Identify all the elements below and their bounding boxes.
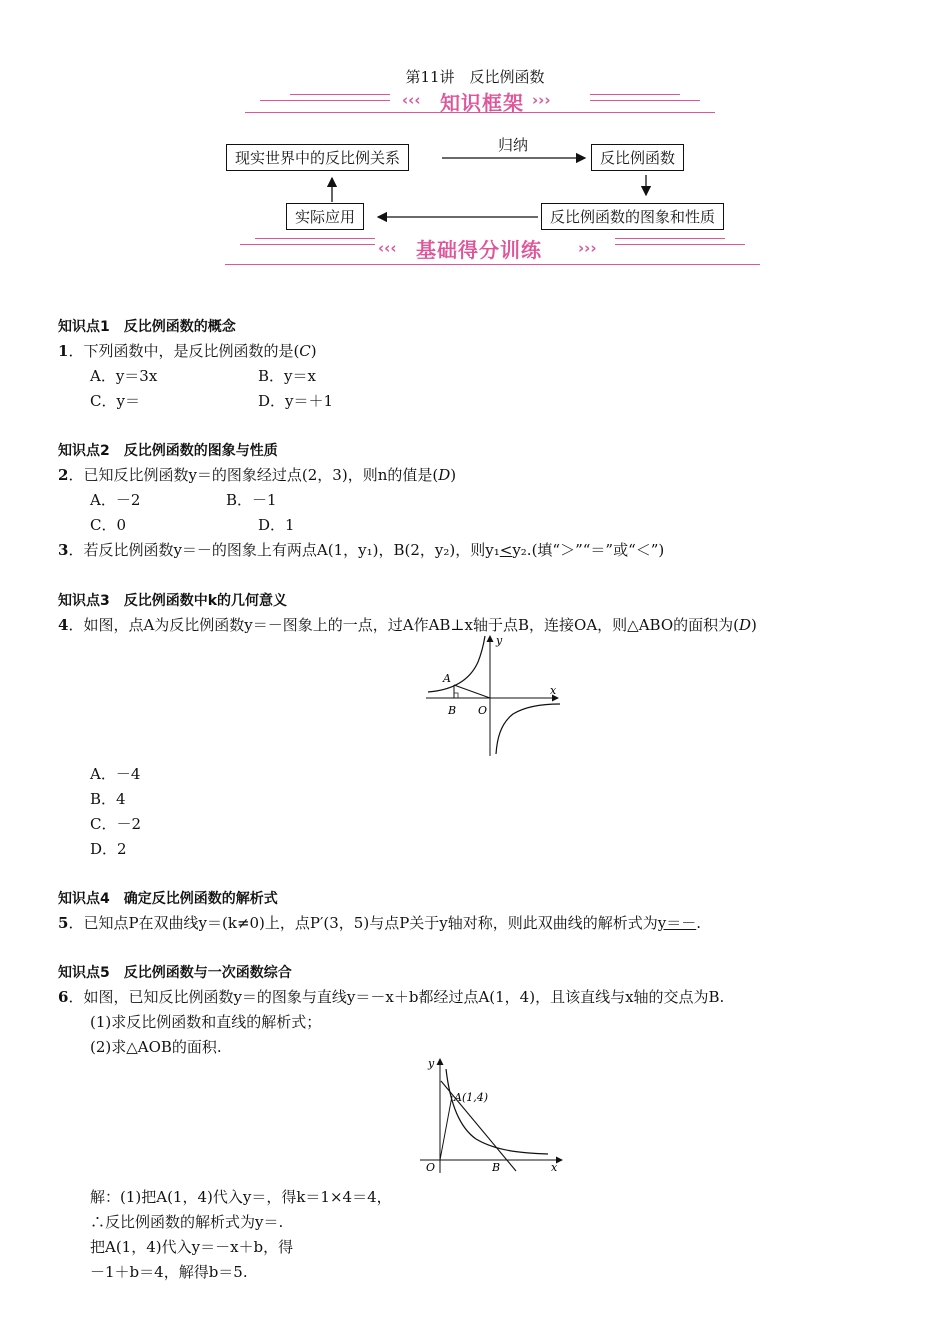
question-3: 3．若反比例函数y＝－的图象上有两点A(1，y₁)，B(2，y₂)，则y₁<y₂.(填“＞”“＝”或“＜”): [58, 541, 665, 559]
solution-line: 解：(1)把A(1，4)代入y＝，得k＝1×4＝4，: [90, 1188, 392, 1206]
chevron-right-icon: ›››: [578, 239, 597, 257]
box-application: 实际应用: [286, 203, 364, 230]
point-label-a: A(1,4): [454, 1091, 489, 1104]
chevron-right-icon: ›››: [532, 91, 551, 109]
section-heading: 知识点3 反比例函数中k的几何意义: [58, 593, 288, 609]
figure-line-hyperbola-q6: [416, 1055, 566, 1177]
banner-title: 基础得分训练: [416, 238, 542, 262]
axis-label-x: x: [550, 684, 557, 697]
point-label-a: A: [443, 672, 451, 685]
option-a: A．y＝3x: [90, 367, 158, 385]
option-b: B．y＝x: [258, 367, 316, 385]
point-label-b: B: [492, 1161, 501, 1174]
solution-line: 把A(1，4)代入y＝－x＋b，得: [90, 1238, 294, 1256]
lecture-title: 第11讲 反比例函数: [405, 68, 545, 86]
question-4: 4．如图，点A为反比例函数y＝－图象上的一点，过A作AB⊥x轴于点B，连接OA，则△ABO的面积为(D): [58, 616, 757, 634]
banner-basic-training: [0, 232, 950, 268]
section-heading: 知识点1 反比例函数的概念: [58, 319, 236, 335]
answer: C: [299, 342, 311, 360]
question-6: 6．如图，已知反比例函数y＝的图象与直线y＝－x＋b都经过点A(1，4)，且该直线与x轴的交点为B.: [58, 988, 725, 1006]
box-real-world: 现实世界中的反比例关系: [226, 144, 409, 171]
solution-line: ∴反比例函数的解析式为y＝.: [90, 1213, 284, 1231]
framework-arrows: [0, 120, 950, 240]
question-2: 2．已知反比例函数y＝的图象经过点(2，3)，则n的值是(D): [58, 466, 457, 484]
answer: D: [738, 616, 752, 634]
section-heading: 知识点5 反比例函数与一次函数综合: [58, 965, 292, 981]
section-heading: 知识点2 反比例函数的图象与性质: [58, 443, 278, 459]
option-d: D．1: [258, 516, 295, 534]
banner-knowledge-framework: [0, 86, 950, 118]
question-1: 1．下列函数中，是反比例函数的是(C): [58, 342, 317, 360]
figure-hyperbola-q4: [418, 632, 568, 758]
axis-label-x: x: [551, 1161, 558, 1174]
chevron-left-icon: ‹‹‹: [378, 239, 397, 257]
answer: D: [438, 466, 451, 484]
banner-title: 知识框架: [440, 91, 524, 115]
box-inverse-function: 反比例函数: [591, 144, 684, 171]
answer: <: [499, 541, 513, 559]
section-heading: 知识点4 确定反比例函数的解析式: [58, 891, 278, 907]
origin-label: O: [426, 1161, 436, 1174]
option-d: D．2: [90, 840, 127, 858]
option-c: C．－2: [90, 815, 142, 833]
question-5: 5．已知点P在双曲线y＝(k≠0)上，点P′(3，5)与点P关于y轴对称，则此双曲线的解析式为y＝－.: [58, 914, 702, 932]
option-d: D．y＝＋1: [258, 392, 334, 410]
option-b: B．－1: [226, 491, 277, 509]
option-b: B．4: [90, 790, 126, 808]
option-a: A．－4: [90, 765, 141, 783]
arrow-label: 归纳: [498, 136, 529, 154]
option-c: C．0: [90, 516, 127, 534]
box-graph-properties: 反比例函数的图象和性质: [541, 203, 724, 230]
point-label-b: B: [448, 704, 457, 717]
sub-question-1: (1)求反比例函数和直线的解析式；: [90, 1013, 322, 1031]
sub-question-2: (2)求△AOB的面积.: [90, 1038, 222, 1056]
chevron-left-icon: ‹‹‹: [402, 91, 421, 109]
answer: y＝－: [657, 914, 697, 932]
solution-line: －1＋b＝4，解得b＝5.: [90, 1263, 248, 1281]
origin-label: O: [478, 704, 488, 717]
axis-label-y: y: [496, 634, 503, 647]
axis-label-y: y: [428, 1057, 435, 1070]
option-c: C．y＝: [90, 392, 140, 410]
option-a: A．－2: [90, 491, 141, 509]
